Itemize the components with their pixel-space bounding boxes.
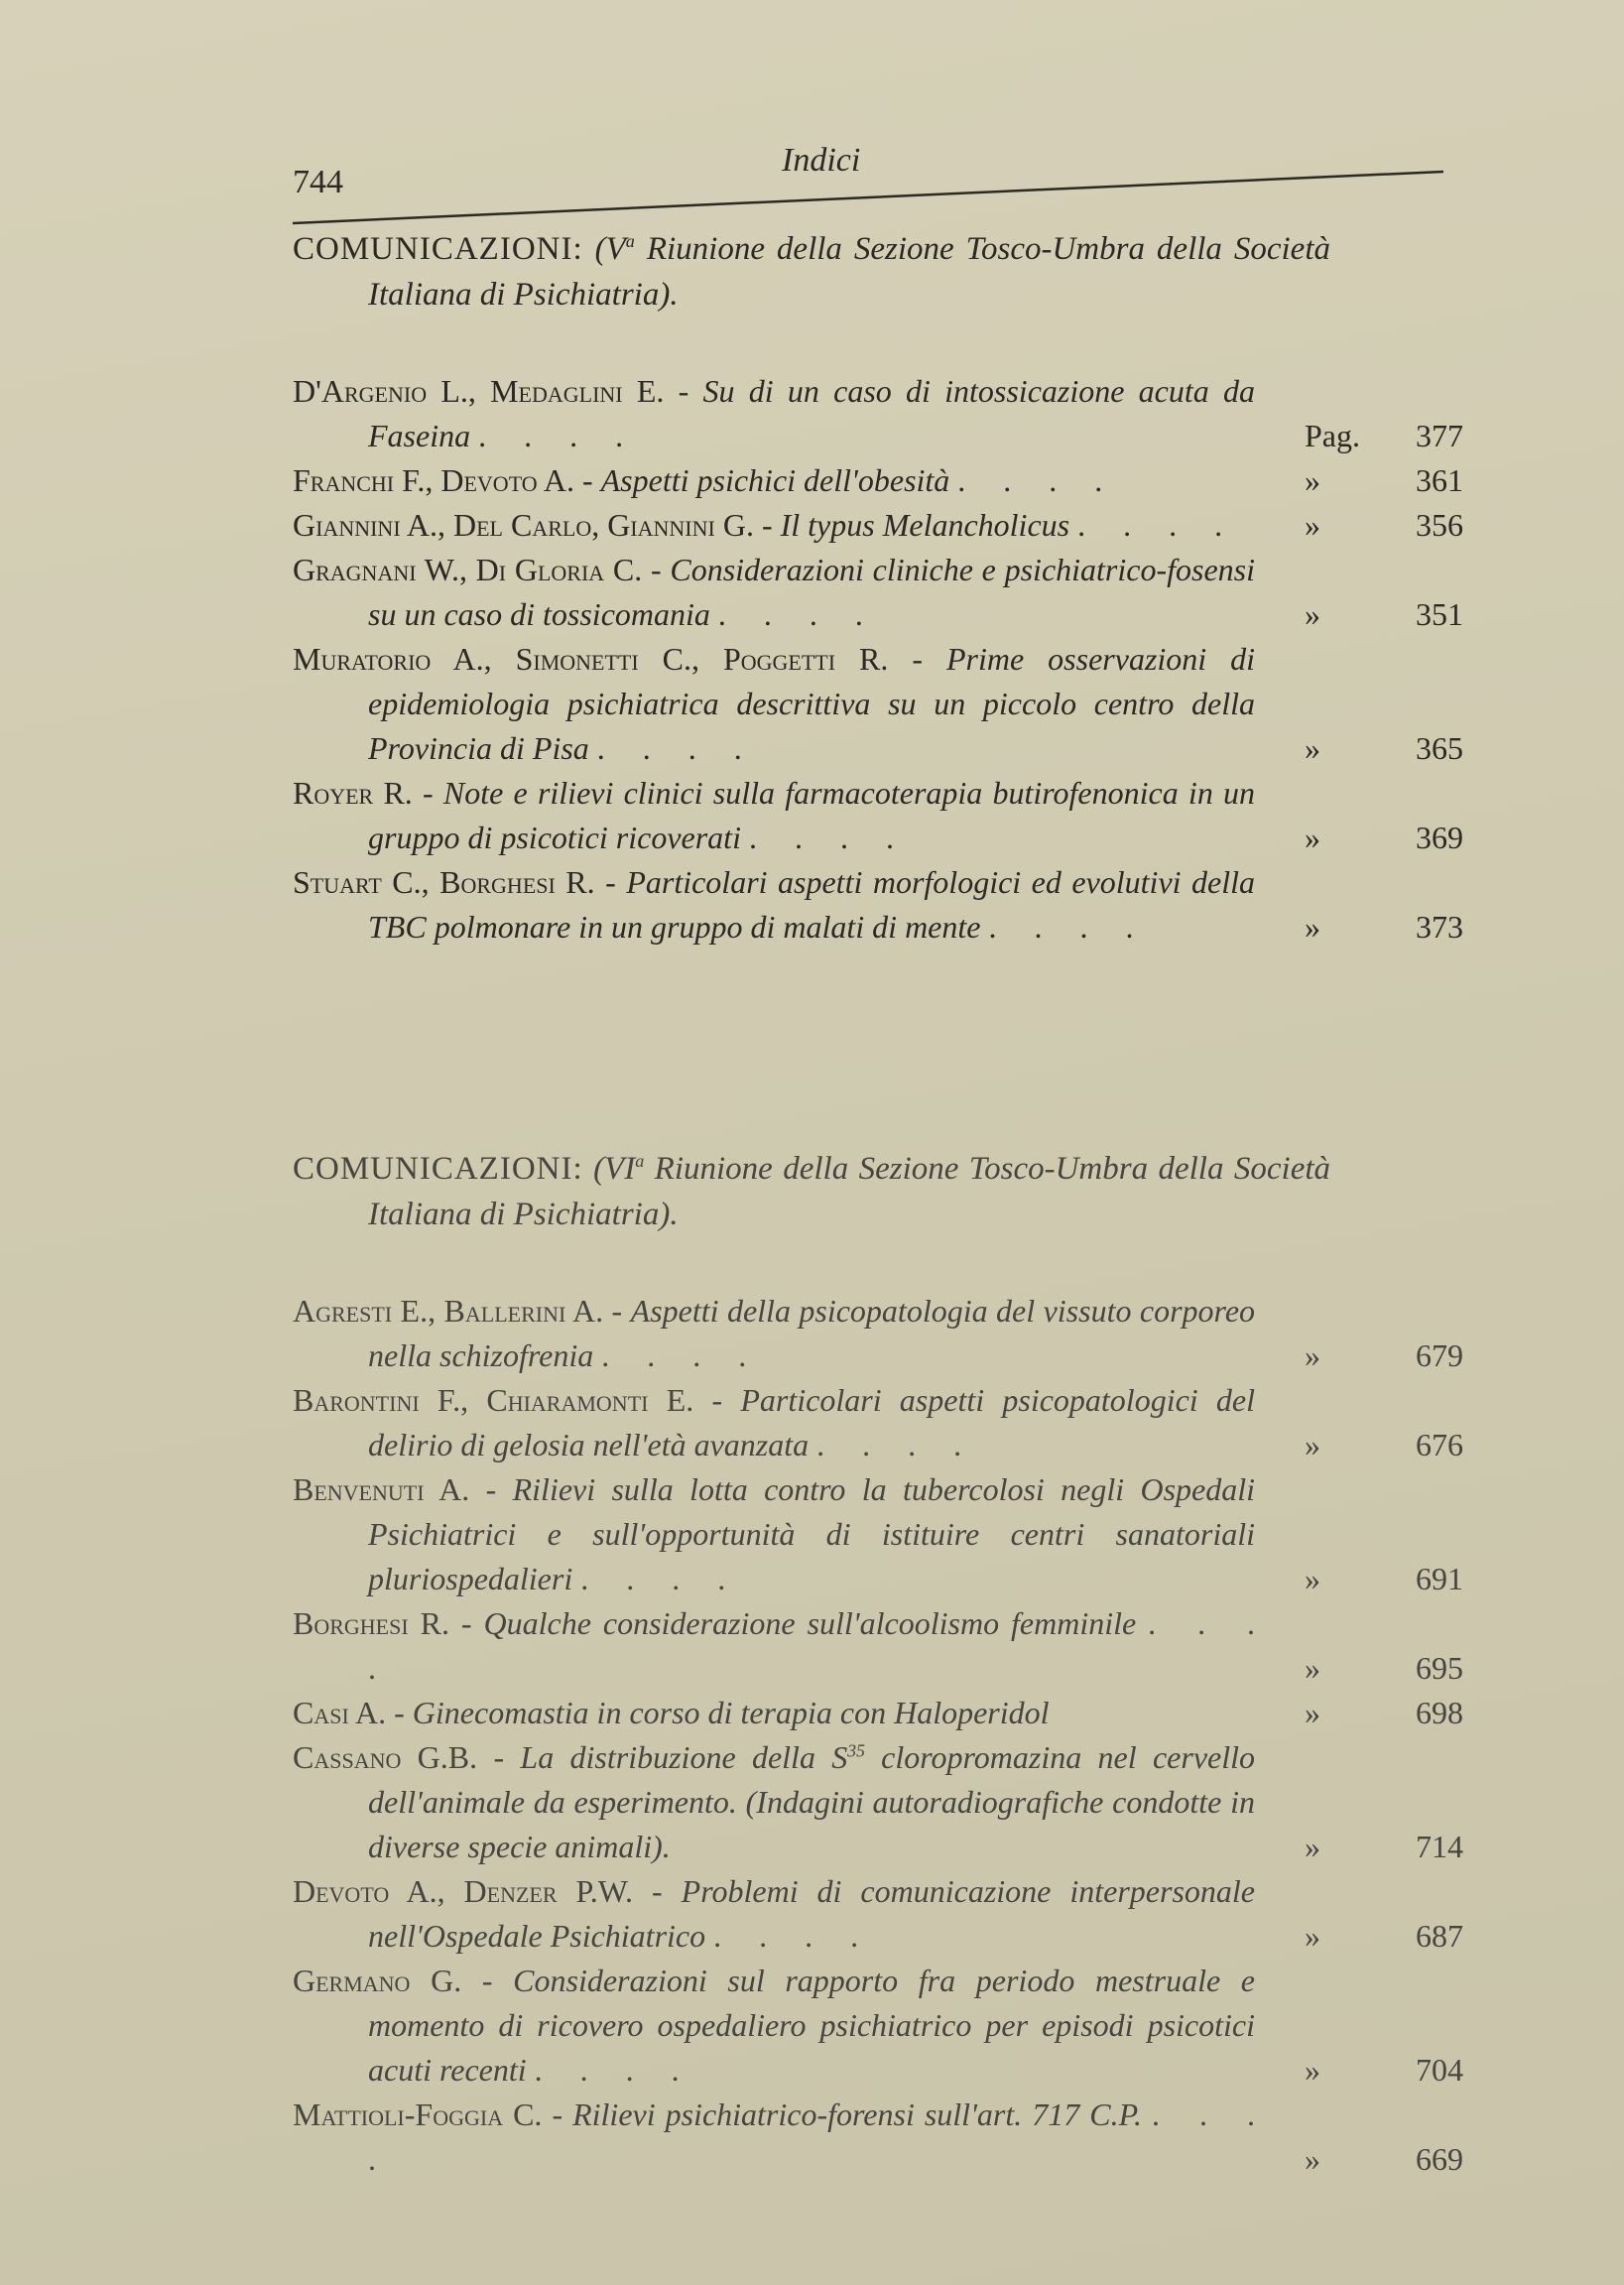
page-reference — [1255, 1825, 1463, 1869]
entry-authors: Benvenuti A. — [293, 1471, 470, 1507]
entry-authors: Royer R. — [293, 775, 413, 811]
section-v-riunione — [293, 226, 1463, 950]
page-number-ref: 351 — [1416, 596, 1463, 632]
index-entry — [293, 637, 1463, 771]
page-prefix: » — [1305, 1337, 1320, 1373]
entry-separator: - — [485, 1471, 497, 1507]
entry-text — [293, 1869, 1255, 1959]
entry-text — [293, 2093, 1255, 2182]
page-number-ref: 704 — [1416, 2052, 1463, 2088]
section-heading — [293, 1146, 1330, 1237]
page-reference — [1255, 458, 1463, 503]
leader-dots: . . . . — [368, 2096, 1256, 2177]
entry-text — [293, 1691, 1255, 1735]
entry-text — [293, 369, 1255, 458]
entry-authors: Giannini A., Del Carlo, Giannini G. — [293, 507, 754, 543]
entry-separator: - — [711, 1382, 723, 1418]
entry-title-superscript: 35 — [847, 1740, 865, 1761]
page-reference — [1255, 2048, 1463, 2093]
page-prefix: Pag. — [1305, 418, 1360, 453]
entry-authors: Casi A. — [293, 1695, 387, 1730]
entry-text — [293, 1467, 1255, 1601]
page-reference — [1255, 1423, 1463, 1467]
entry-title — [368, 1471, 1255, 1596]
entry-text — [293, 503, 1255, 548]
index-entry — [293, 860, 1463, 950]
page-prefix: » — [1305, 730, 1320, 766]
index-entry — [293, 458, 1463, 503]
page-number-ref: 356 — [1416, 507, 1463, 543]
entry-separator: - — [912, 641, 924, 677]
entry-title-text: Rilievi psichiatrico-forensi sull'art. 717 C.P. — [572, 2096, 1143, 2132]
leader-dots: . . . . — [368, 1605, 1256, 1686]
entry-title-text: Particolari aspetti morfologici ed evolutivi della TBC polmonare in un gruppo di malati di mente — [368, 864, 1256, 945]
index-entry — [293, 771, 1463, 860]
page-reference — [1255, 816, 1463, 860]
page-number-ref: 691 — [1416, 1561, 1463, 1596]
entry-authors: Muratorio A., Simonetti C., Poggetti R. — [293, 641, 889, 677]
entry-title — [368, 1963, 1255, 2088]
entry-text — [293, 860, 1255, 950]
entry-title-text: Rilievi sulla lotta contro la tubercolosi negli Ospedali Psichiatrici e sull'opportunità di istituire centri sanatoriali pluriospedalieri — [368, 1471, 1256, 1596]
entry-authors: Franchi F., Devoto A. — [293, 462, 574, 498]
entry-authors: Germano G. — [293, 1963, 462, 1998]
entry-separator: - — [650, 552, 662, 587]
entry-text — [293, 1289, 1255, 1378]
section-label: COMUNICAZIONI: — [293, 231, 583, 267]
entry-title — [413, 1695, 1050, 1730]
page-prefix: » — [1305, 909, 1320, 945]
entry-text — [293, 771, 1255, 860]
entry-separator: - — [552, 2096, 563, 2132]
page-reference — [1255, 726, 1463, 771]
index-entry — [293, 369, 1463, 458]
page-number: 744 — [293, 164, 343, 200]
leader-dots: . . . . — [601, 1337, 747, 1373]
section-title-superscript: a — [635, 1151, 645, 1171]
page-number-ref: 698 — [1416, 1695, 1463, 1730]
entry-authors: Barontini F., Chiaramonti E. — [293, 1382, 694, 1418]
entry-separator: - — [761, 507, 773, 543]
page-number-ref: 369 — [1416, 820, 1463, 855]
leader-dots: . . . . — [717, 596, 863, 632]
page-reference — [1255, 1557, 1463, 1601]
page-prefix: » — [1305, 507, 1320, 543]
entry-authors: Mattioli-Foggia C. — [293, 2096, 543, 2132]
index-entry — [293, 1869, 1463, 1959]
entry-title — [572, 2096, 1142, 2132]
leader-dots: . . . . — [580, 1561, 726, 1596]
leader-dots: . . . . — [1077, 507, 1223, 543]
entry-title-text: Problemi di comunicazione interpersonale nell'Ospedale Psichiatrico — [368, 1873, 1256, 1954]
page-prefix: » — [1305, 1918, 1320, 1954]
leader-dots: . . . . — [957, 462, 1103, 498]
running-title: Indici — [782, 142, 861, 179]
index-entry — [293, 1601, 1463, 1691]
entry-text — [293, 1959, 1255, 2093]
leader-dots: . . . . — [713, 1918, 859, 1954]
entry-authors: Borghesi R. — [293, 1605, 449, 1641]
leader-dots: . . . . — [596, 730, 742, 766]
page-number-ref: 695 — [1416, 1650, 1463, 1686]
page-reference — [1255, 414, 1463, 458]
page-prefix: » — [1305, 1695, 1320, 1730]
page-reference — [1255, 905, 1463, 950]
entry-text — [293, 548, 1255, 637]
entry-title — [484, 1605, 1137, 1641]
page-number-ref: 669 — [1416, 2141, 1463, 2177]
entry-title-text: La distribuzione della S — [520, 1739, 848, 1775]
page-prefix: » — [1305, 1650, 1320, 1686]
entry-separator: - — [605, 864, 616, 900]
page-prefix: » — [1305, 1427, 1320, 1462]
entry-list — [293, 369, 1463, 950]
index-entry — [293, 1735, 1463, 1869]
index-entry — [293, 1959, 1463, 2093]
entry-title-text: Aspetti della psicopatologia del vissuto corporeo nella schizofrenia — [368, 1293, 1256, 1373]
entry-text — [293, 1735, 1255, 1869]
entry-title-text: Qualche considerazione sull'alcoolismo femminile — [483, 1605, 1137, 1641]
entry-separator: - — [493, 1739, 505, 1775]
page-number-ref: 377 — [1416, 418, 1463, 453]
leader-dots: . . . . — [534, 2052, 680, 2088]
entry-title-text: Considerazioni sul rapporto fra periodo mestruale e momento di ricovero ospedaliero psichiatrico per episodi psicotici acuti recenti — [368, 1963, 1255, 2088]
page-reference — [1255, 1333, 1463, 1378]
entry-authors: Cassano G.B. — [293, 1739, 478, 1775]
page-prefix: » — [1305, 1561, 1320, 1596]
entry-title-text: Il typus Melancholicus — [780, 507, 1070, 543]
leader-dots: . . . . — [748, 820, 894, 855]
entry-authors: Gragnani W., Di Gloria C. — [293, 552, 643, 587]
page-prefix: » — [1305, 820, 1320, 855]
page-prefix: » — [1305, 596, 1320, 632]
page-reference — [1255, 1646, 1463, 1691]
header-rule — [288, 164, 1458, 233]
page-reference — [1255, 2137, 1463, 2182]
entry-text — [293, 637, 1255, 771]
entry-title-text: Aspetti psichici dell'obesità — [600, 462, 950, 498]
page-prefix: » — [1305, 462, 1320, 498]
index-entry — [293, 1467, 1463, 1601]
entry-title-text: Note e rilievi clinici sulla farmacoterapia butirofenonica in un gruppo di psicotici ricoverati — [368, 775, 1256, 855]
entry-separator: - — [423, 775, 434, 811]
entry-authors: Devoto A., Denzer P.W. — [293, 1873, 634, 1909]
page-number-ref: 361 — [1416, 462, 1463, 498]
entry-title-text: Ginecomastia in corso di terapia con Haloperidol — [412, 1695, 1050, 1730]
entry-separator: - — [581, 462, 593, 498]
index-entry — [293, 2093, 1463, 2182]
section-title-superscript: a — [625, 231, 635, 251]
index-entry — [293, 548, 1463, 637]
index-entry — [293, 1378, 1463, 1467]
page-number-ref: 687 — [1416, 1918, 1463, 1954]
page-number-ref: 373 — [1416, 909, 1463, 945]
page-number-ref: 676 — [1416, 1427, 1463, 1462]
section-title-start: (V — [594, 231, 626, 267]
page-reference — [1255, 503, 1463, 548]
page-number-ref: 679 — [1416, 1337, 1463, 1373]
entry-authors: Agresti E., Ballerini A. — [293, 1293, 604, 1329]
section-title-start: (VI — [593, 1151, 636, 1187]
leader-dots: . . . . — [988, 909, 1134, 945]
entry-separator: - — [394, 1695, 405, 1730]
entry-title — [601, 462, 950, 498]
entry-title — [781, 507, 1069, 543]
page-prefix: » — [1305, 2052, 1320, 2088]
section-heading — [293, 226, 1330, 317]
section-label: COMUNICAZIONI: — [293, 1151, 583, 1187]
section-title-end: Riunione della Sezione Tosco-Umbra della Società Italiana di Psichiatria). — [368, 1151, 1331, 1232]
entry-title-continued: cloropromazina nel cervello dell'animale da esperimento. (Indagini autoradiografiche condotte in diverse specie animali). — [368, 1739, 1256, 1864]
entry-text — [293, 1378, 1255, 1467]
entry-separator: - — [460, 1605, 472, 1641]
entry-text — [293, 458, 1255, 503]
index-entry — [293, 503, 1463, 548]
entry-separator: - — [611, 1293, 623, 1329]
page-reference — [1255, 592, 1463, 637]
entry-separator: - — [652, 1873, 663, 1909]
entry-separator: - — [481, 1963, 493, 1998]
entry-authors: D'Argenio L., Medaglini E. — [293, 373, 665, 409]
page-reference — [1255, 1914, 1463, 1959]
entry-list — [293, 1289, 1463, 2182]
section-title-end: Riunione della Sezione Tosco-Umbra della Società Italiana di Psichiatria). — [368, 231, 1330, 313]
leader-dots: . . . . — [816, 1427, 962, 1462]
index-entry — [293, 1691, 1463, 1735]
entry-separator: - — [678, 373, 689, 409]
page-number-ref: 714 — [1416, 1829, 1463, 1864]
entry-title-text: Prime osservazioni di epidemiologia psichiatrica descrittiva su un piccolo centro della Provincia di Pisa — [368, 641, 1256, 766]
page-reference — [1255, 1691, 1463, 1735]
entry-authors: Stuart C., Borghesi R. — [293, 864, 595, 900]
entry-title-text: Su di un caso di intossicazione acuta da Faseina — [368, 373, 1256, 453]
page-number-ref: 365 — [1416, 730, 1463, 766]
page-prefix: » — [1305, 1829, 1320, 1864]
entry-title-text: Considerazioni cliniche e psichiatrico-fosensi su un caso di tossicomania — [368, 552, 1256, 632]
section-vi-riunione — [293, 1146, 1463, 2182]
leader-dots: . . . . — [478, 418, 624, 453]
entry-text — [293, 1601, 1255, 1691]
entry-title-text: Particolari aspetti psicopatologici del delirio di gelosia nell'età avanzata — [368, 1382, 1255, 1462]
page-prefix: » — [1305, 2141, 1320, 2177]
index-entry — [293, 1289, 1463, 1378]
